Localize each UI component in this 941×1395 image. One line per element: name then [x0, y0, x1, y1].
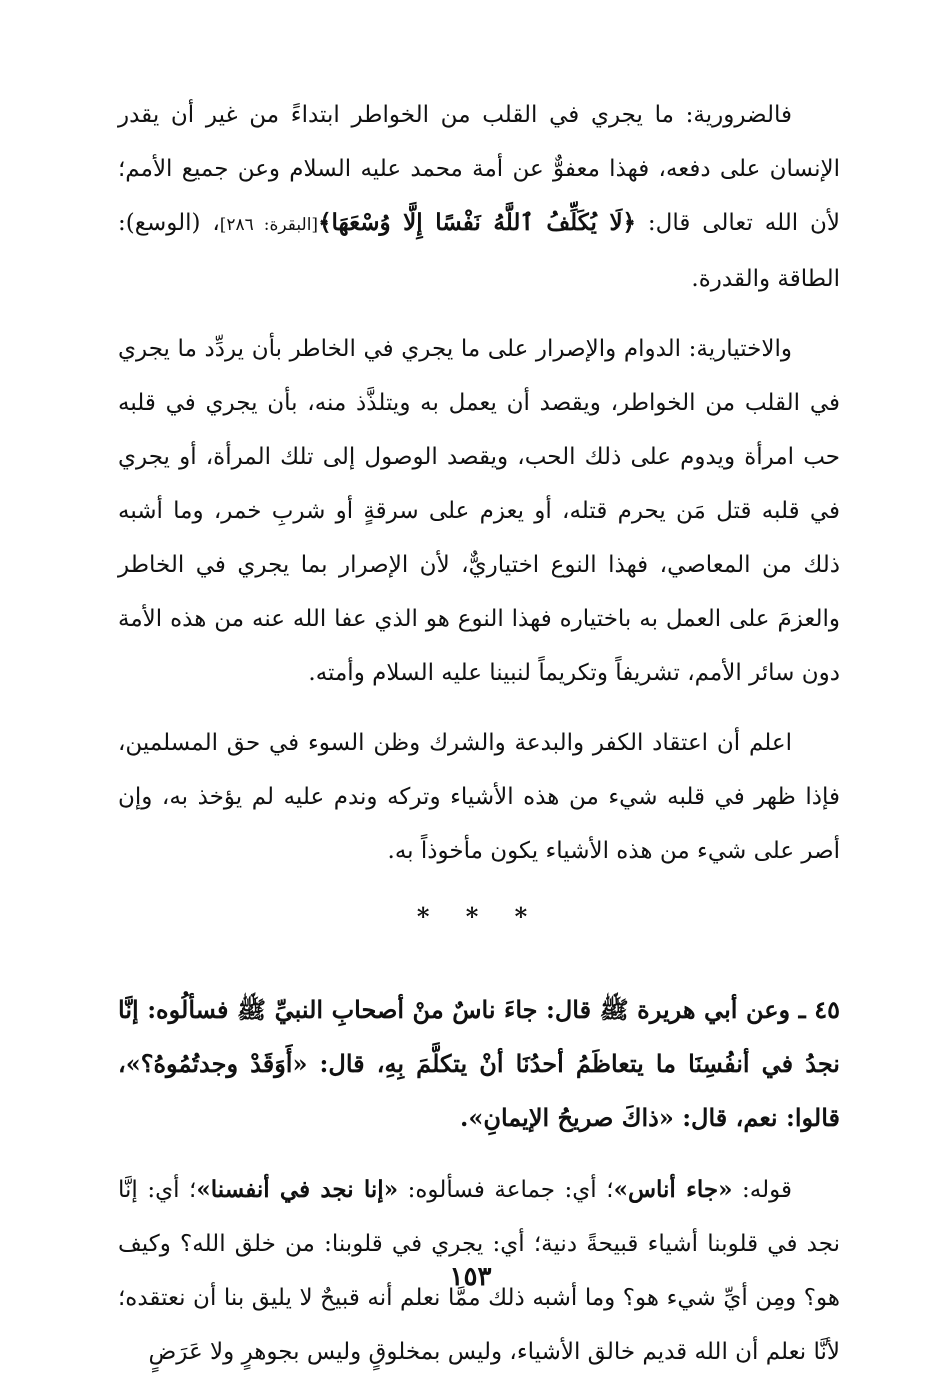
- paragraph-voluntary-thoughts: [118, 322, 840, 700]
- page-number: ١٥٣: [449, 1262, 492, 1292]
- commentary-intro: قوله:: [732, 1177, 793, 1203]
- paragraph-text: والاختيارية: الدوام والإصرار على ما يجري في الخاطر بأن يردِّد ما يجري في القلب من الخواطر، ويقصد أن يعمل به ويتلذَّذ منه، بأن يجري في قلبه حب امرأة ويدوم على ذلك الحب، ويقصد الوصول إلى تلك المرأة، أو يجري في قلبه قتل مَن يحرم قتله، أو يعزم على سرقةٍ أو شربِ خمر، وما أشبه ذلك من المعاصي، فهذا النوع اختياريٌّ، لأن الإصرار بما يجري في الخاطر والعزمَ على العمل به باختياره فهذا النوع هو الذي عفا الله عنه من هذه الأمة دون سائر الأمم، تشريفاً وتكريماً لنبينا عليه السلام وأمته.: [118, 336, 840, 686]
- paragraph-necessary-thoughts: [118, 88, 840, 306]
- page-body: [118, 88, 840, 1395]
- commentary-rest: ؛ أي: إنَّا نجد في قلوبنا أشياء قبيحةً دنية؛ أي: يجري في قلوبنا: من خلق الله؟ وكيف هو؟ ومِن أيِّ شيء هو؟ وما أشبه ذلك ممَّا نعلم أنه قبيحٌ لا يليق بنا أن نعتقده؛ لأنَّا نعلم أن الله قديم خالق الأشياء، وليس بمخلوقٍ وليس بجوهرٍ ولا عَرَضٍ: [118, 1177, 840, 1365]
- paragraph-beliefs: [118, 716, 840, 878]
- paragraph-text: اعلم أن اعتقاد الكفر والبدعة والشرك وظن السوء في حق المسلمين، فإذا ظهر في قلبه شيء من هذه الأشياء وتركه وندم عليه لم يؤخذ به، وإن أصر على شيء من هذه الأشياء يكون مأخوذاً به.: [118, 730, 840, 864]
- paragraph-text: فالضرورية: ما يجري في القلب من الخواطر ابتداءً من غير أن يقدر الإنسان على دفعه، فهذا معفوٌّ عن أمة محمد عليه السلام وعن جميع الأمم؛ لأن الله تعالى قال:: [118, 102, 841, 236]
- section-separator: * * *: [416, 902, 542, 931]
- hadith-text: [118, 983, 840, 1145]
- commentary-quote-2: «إنا نجد في أنفسنا»: [196, 1176, 399, 1203]
- hadith-body: ٤٥ ـ وعن أبي هريرة ﷺ قال: جاءَ ناسٌ منْ أصحابِ النبيِّ ﷺ فسألُوه: إنَّا نجدُ في أنفُسِنَا ما يتعاظَمُ أحدُنَا أنْ يتكلَّمَ بِهِ، قال: «أَوَقَدْ وجدتُمُوهُ؟»، قالوا: نعم، قال: «ذاكَ صريحُ الإيمانِ».: [118, 995, 840, 1132]
- commentary-quote-1: «جاء أناس»: [613, 1176, 733, 1203]
- commentary-mid: ؛ أي: جماعة فسألوه:: [398, 1177, 614, 1203]
- paragraph-tail: ، (الوسع): الطاقة والقدرة.: [118, 210, 840, 292]
- quran-verse: ﴿لَا يُكَلِّفُ ٱللَّهُ نَفْسًا إِلَّا وُسْعَهَا﴾: [318, 209, 637, 236]
- verse-reference: [البقرة: ٢٨٦]: [219, 215, 319, 235]
